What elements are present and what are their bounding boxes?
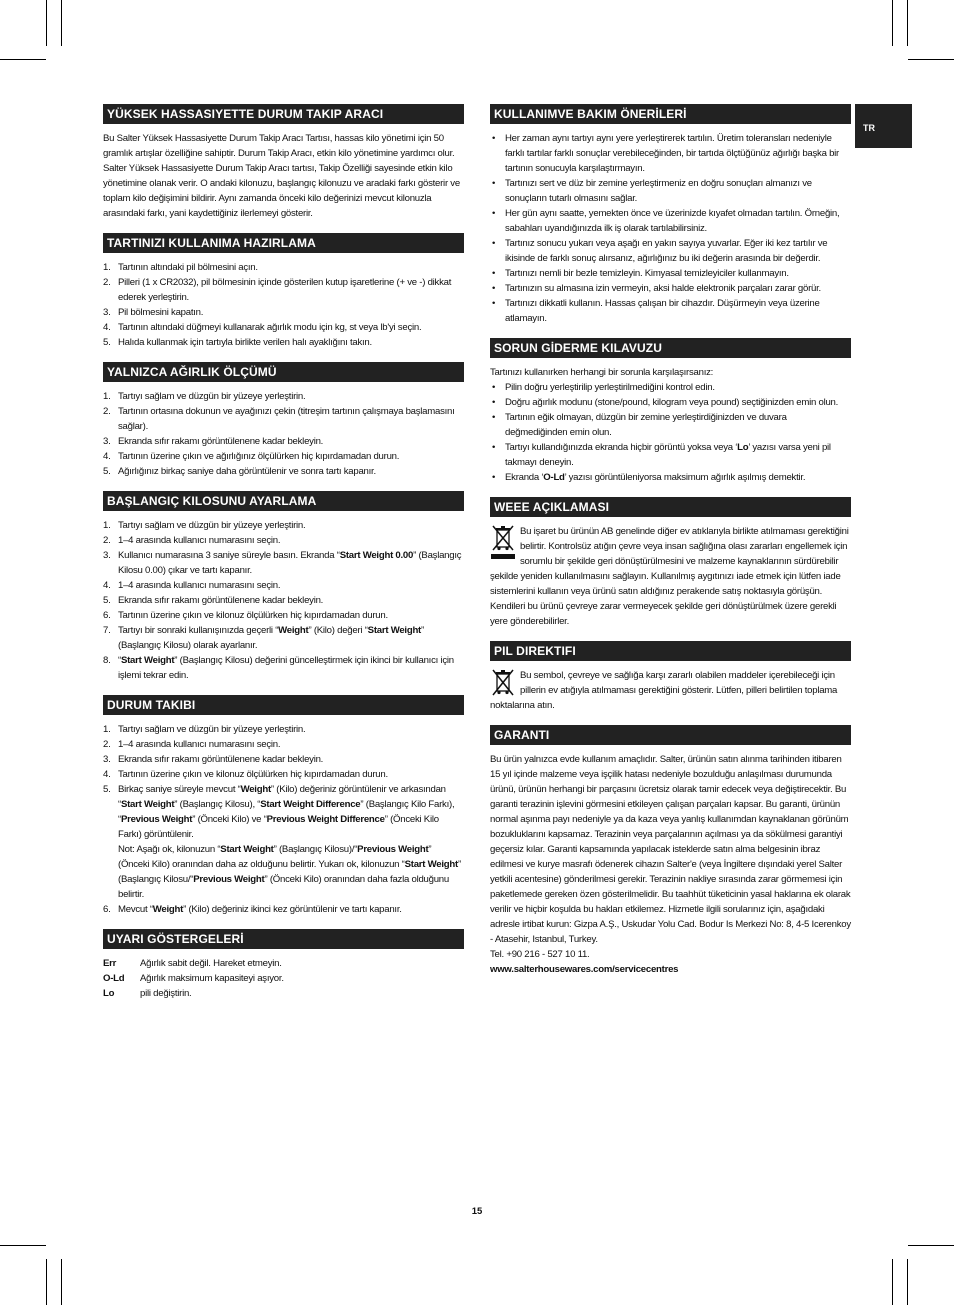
troubleshooting-intro: Tartınızı kullanırken herhangi bir sorunla karşılaşırsanız: [490,367,714,378]
list-item: 6. Tartının üzerine çıkın ve kilonuz ölçülürken hiç kıpırdamadan durun. [103,610,388,621]
left-column [103,104,464,1013]
section-warranty [490,725,851,977]
list-item: 3. Kullanıcı numarasına 3 saniye süreyle basın. Ekranda “Start Weight 0.00” (Başlangıç Kilosu 0.00) çıkar ve tartı kapanır. [103,550,462,576]
list-item: 7. Tartıyı bir sonraki kullanışınızda geçerli “Weight” (Kilo) değeri “Start Weight” (Başlangıç Kilosu) olarak ayarlanır. [103,625,424,651]
right-column [490,104,851,989]
warranty-phone: Tel. +90 216 - 527 10 11. [490,949,590,960]
section-heading: TARTINIZI KULLANIMA HAZIRLAMA [103,233,464,253]
crop-mark [0,1245,46,1246]
list-item: 3. Ekranda sıfır rakamı görüntülenene kadar bekleyin. [103,754,324,765]
section-heading: KULLANIMVE BAKIM ÖNERİLERİ [490,104,851,124]
list-item: 5. Halıda kullanmak için tartıyla birlikte verilen halı ayaklığını takın. [103,337,372,348]
warning-row: Err Ağırlık sabit değil. Hareket etmeyin. [103,958,282,969]
crop-mark [61,1259,62,1305]
list-item: • Tartıyı kullandığınızda ekranda hiçbir görüntü yoksa veya ‘Lo’ yazısı varsa yeni pil takmayı deneyin. [492,442,831,468]
section-heading: BAŞLANGIÇ KILOSUNU AYARLAMA [103,491,464,511]
list-item: • Her zaman aynı tartıyı aynı yere yerleştirerek tartılın. Üretim toleransları nedeniyle farklı tartılar farklı sonuçlar verebileceğinden, bir tartıda ölçtüğünüz ağırlığı başka bir tartının sonucuyla karşılaştırmayın. [492,133,839,174]
language-tab: TR [855,104,912,148]
section-heading: WEEE AÇIKLAMASI [490,497,851,517]
section-overview [103,104,464,221]
crop-mark [61,0,62,46]
list-item: 1. Tartıyı sağlam ve düzgün bir yüzeye yerleştirin. [103,520,306,531]
list-item: 1. Tartıyı sağlam ve düzgün bir yüzeye yerleştirin. [103,391,306,402]
list-item: 2. 1–4 arasında kullanıcı numarasını seçin. [103,535,281,546]
section-preparing-scale [103,233,464,350]
list-item: • Her gün aynı saatte, yemekten önce ve üzerinizde kıyafet olmadan tartılın. Örneğin, sabahları uyandığınızda ilk iş olarak tartılabilirsiniz. [492,208,840,234]
list-item: • Tartınızı dikkatli kullanın. Hassas çalışan bir cihazdır. Düşürmeyin veya üzerine atlamayın. [492,298,820,324]
list-item: • Tartınızı sert ve düz bir zemine yerleştirmeniz en doğru sonuçları almanızı ve sonuçların tutarlı olmasını sağlar. [492,178,812,204]
list-item: • Ekranda ‘O-Ld’ yazısı görüntüleniyorsa maksimum ağırlık aşılmış demektir. [492,472,806,483]
crop-mark [907,0,908,46]
list-item: 2. Tartının ortasına dokunun ve ayağınızı çekin (titreşim tartının çalışmaya başlamasını sağlar). [103,406,455,432]
crop-mark [907,1259,908,1305]
crossed-bin-icon [490,524,516,560]
warranty-text: Bu ürün yalnızca evde kullanım amaçlıdır. Salter, ürünün satın alınma tarihinden itibaren 15 yıl içinde malzeme veya işçilik hatası nedeniyle bozulduğu anlaşılması durumunda ürünü, ürünün herhangi bir parçasını ücretsiz olarak tamir edecek veya değiştirecektir. Bu garanti terazinin işlevini görmesini etkileyen çalışan parçaları kapsar. Bu garanti, ürünün normal aşınma payı nedeniyle ya da kaza veya yanlış kullanımdan kaynaklanan görünüm bozukluklarını kapsamaz. Terazinin veya parçalarının açılması ya da sökülmesi garantiyi geçersiz kılar. Garanti kapsamında yapılacak isteklerde satın alma belgesinin ibraz edilmesi ve kurye masrafı ödenerek cihazın Salter'e (veya İngiltere dışındaki yerel Salter yetkili acentesine) gönderilmesi gerekir. Terazinin nakliye sırasında zarar görmemesi için paketlemede gereken özen gösterilmelidir. Bu taahhüt tüketicinin yasal haklarına ek olarak verilir ve hiçbir koşulda bu hakları etkilemez. Hizmetle ilgili sorularınız için, aşağıdaki adresle irtibat kurun: Gizpa A.Ş., Uskudar Yolu Cad. Bodur Is Merkezi No: 8, 4-5 Icerenkoy - Atasehir, Istanbul, Turkey. [490,754,851,945]
list-item: 3. Pil bölmesini kapatın. [103,307,204,318]
list-item: 1. Tartının altındaki pil bölmesini açın. [103,262,258,273]
list-item: 1. Tartıyı sağlam ve düzgün bir yüzeye yerleştirin. [103,724,306,735]
section-troubleshooting [490,338,851,485]
section-heading: DURUM TAKIBI [103,695,464,715]
crop-mark [0,59,46,60]
section-weee [490,497,851,629]
crop-mark [46,0,47,46]
section-tracking [103,695,464,917]
crop-mark [892,1259,893,1305]
list-item: 4. Tartının altındaki düğmeyi kullanarak ağırlık modu için kg, st veya lb'yi seçin. [103,322,422,333]
page-number: 15 [471,1206,483,1217]
list-item: 5. Ekranda sıfır rakamı görüntülenene kadar bekleyin. [103,595,324,606]
weee-text: Bu işaret bu ürünün AB genelinde diğer ev atıklarıyla birlikte atılmaması gerektiğini belirtir. Kontrolsüz atığın çevre veya insan sağlığına olası zararları engellemek için sorumlu bir şekilde geri dönüştürülmesini ve malzeme kaynaklarının sürdürebilir şekilde yeniden kullanılmasını sağlayın. Kullanılmış aygıtınızı iade etmek için lütfen iade sistemlerini kullanın veya ürünü satın aldığınız perakende satış noktasıyla görüşün. Kendileri bu ürünü çevreye zarar vermeyecek şekilde geri dönüştürülmek üzere gerekli yere gönderebilirler. [490,526,849,627]
list-item: • Tartının eğik olmayan, düzgün bir zemine yerleştirdiğinizden ve duvara değmediğinden emin olun. [492,412,787,438]
section-weight-only [103,362,464,479]
crop-mark [908,1245,954,1246]
section-start-weight [103,491,464,683]
crossed-bin-icon [490,668,516,698]
warning-row: O-Ld Ağırlık maksimum kapasiteyi aşıyor. [103,973,284,984]
list-item: • Tartınız sonucu yukarı veya aşağı en yakın sayıya yuvarlar. Eğer iki kez tartılır ve ikisinde de farklı sonuç alırsanız, ağırlığınız bu iki değerin arasında bir değerdir. [492,238,828,264]
section-heading: PIL DIREKTIFI [490,641,851,661]
crop-mark [908,59,954,60]
list-item: 5. Ağırlığınız birkaç saniye daha görüntülenir ve sonra tartı kapanır. [103,466,376,477]
list-item: • Pilin doğru yerleştirilip yerleştirilmediğini kontrol edin. [492,382,715,393]
warning-row: Lo pili değiştirin. [103,988,192,999]
list-item: 2. Pilleri (1 x CR2032), pil bölmesinin içinde gösterilen kutup işaretlerine (+ ve -) dikkat ederek yerleştirin. [103,277,452,303]
section-heading: SORUN GİDERME KILAVUZU [490,338,851,358]
list-item: 4. Tartının üzerine çıkın ve kilonuz ölçülürken hiç kıpırdamadan durun. [103,769,388,780]
section-heading: YÜKSEK HASSASIYETTE DURUM TAKIP ARACI [103,104,464,124]
list-item: 5. Birkaç saniye süreyle mevcut “Weight” (Kilo) değeriniz görüntülenir ve arkasından “Start Weight” (Başlangıç Kilosu), “Start Weight Difference” (Başlangıç Kilo Farkı), “Previous Weight” (Önceki Kilo) ve “Previous Weight Difference” (Önceki Kilo Farkı) görüntülenir. Not: Aşağı ok, kilonuzun “Start Weight” (Başlangıç Kilosu)/“Previous Weight” (Önceki Kilo) oranından daha az olduğunu belirtir. Yukarı ok, kilonuzun “Start Weight” (Başlangıç Kilosu/“Previous Weight” (Önceki Kilo) oranından daha fazla olduğunu belirtir. [103,784,461,900]
list-item: 4. 1–4 arasında kullanıcı numarasını seçin. [103,580,281,591]
list-item: • Doğru ağırlık modunu (stone/pound, kilogram veya pound) seçtiğinizden emin olun. [492,397,839,408]
list-item: 4. Tartının üzerine çıkın ve ağırlığınız ölçülürken hiç kıpırdamadan durun. [103,451,400,462]
section-heading: YALNIZCA AĞIRLIK ÖLÇÜMÜ [103,362,464,382]
section-heading: UYARI GÖSTERGELERİ [103,929,464,949]
list-item: 2. 1–4 arasında kullanıcı numarasını seçin. [103,739,281,750]
section-care [490,104,851,326]
service-url-link[interactable]: www.salterhousewares.com/servicecentres [490,964,679,975]
list-item: • Tartınızı nemli bir bezle temizleyin. Kimyasal temizleyiciler kullanmayın. [492,268,789,279]
overview-text: Bu Salter Yüksek Hassasiyette Durum Takip Aracı Tartısı, hassas kilo yönetimi için 50 gramlık artışlar özelliğine sahiptir. Durum Takip Aracı, etkin kilo yönetimine yardımcı olur. Salter Yüksek Hassasiyette Durum Takip Aracı tartısı, Takip Özelliği sayesinde etkin kilo yönetimine olanak verir. O andaki kilonuzu, başlangıç kilonuzu ve aradaki farkı gösterir ve toplam kilo değişimini bildirir. Aynı zamanda önceki kilo değerinizi mevcut kilonuzla arasındaki farkı, yani kaydettiğiniz ilerlemeyi gösterir. [103,133,460,219]
list-item: 6. Mevcut “Weight” (Kilo) değeriniz ikinci kez görüntülenir ve tartı kapanır. [103,904,402,915]
section-battery-directive [490,641,851,713]
crop-mark [46,1259,47,1305]
list-item: • Tartınızın su almasına izin vermeyin, aksi halde elektronik parçaları zarar görür. [492,283,821,294]
battery-text: Bu sembol, çevreye ve sağlığa karşı zararlı olabilen maddeler içerebileceği için pillerin ev atığıyla atılmaması gerektiğini gösterir. Lütfen, pilleri belirtilen toplama noktalarına atın. [490,670,838,711]
section-warnings [103,929,464,1001]
section-heading: GARANTI [490,725,851,745]
crop-mark [892,0,893,46]
list-item: 8. “Start Weight” (Başlangıç Kilosu) değerini güncelleştirmek için ikinci bir kullanıcı için işlemi tekrar edin. [103,655,454,681]
list-item: 3. Ekranda sıfır rakamı görüntülenene kadar bekleyin. [103,436,324,447]
